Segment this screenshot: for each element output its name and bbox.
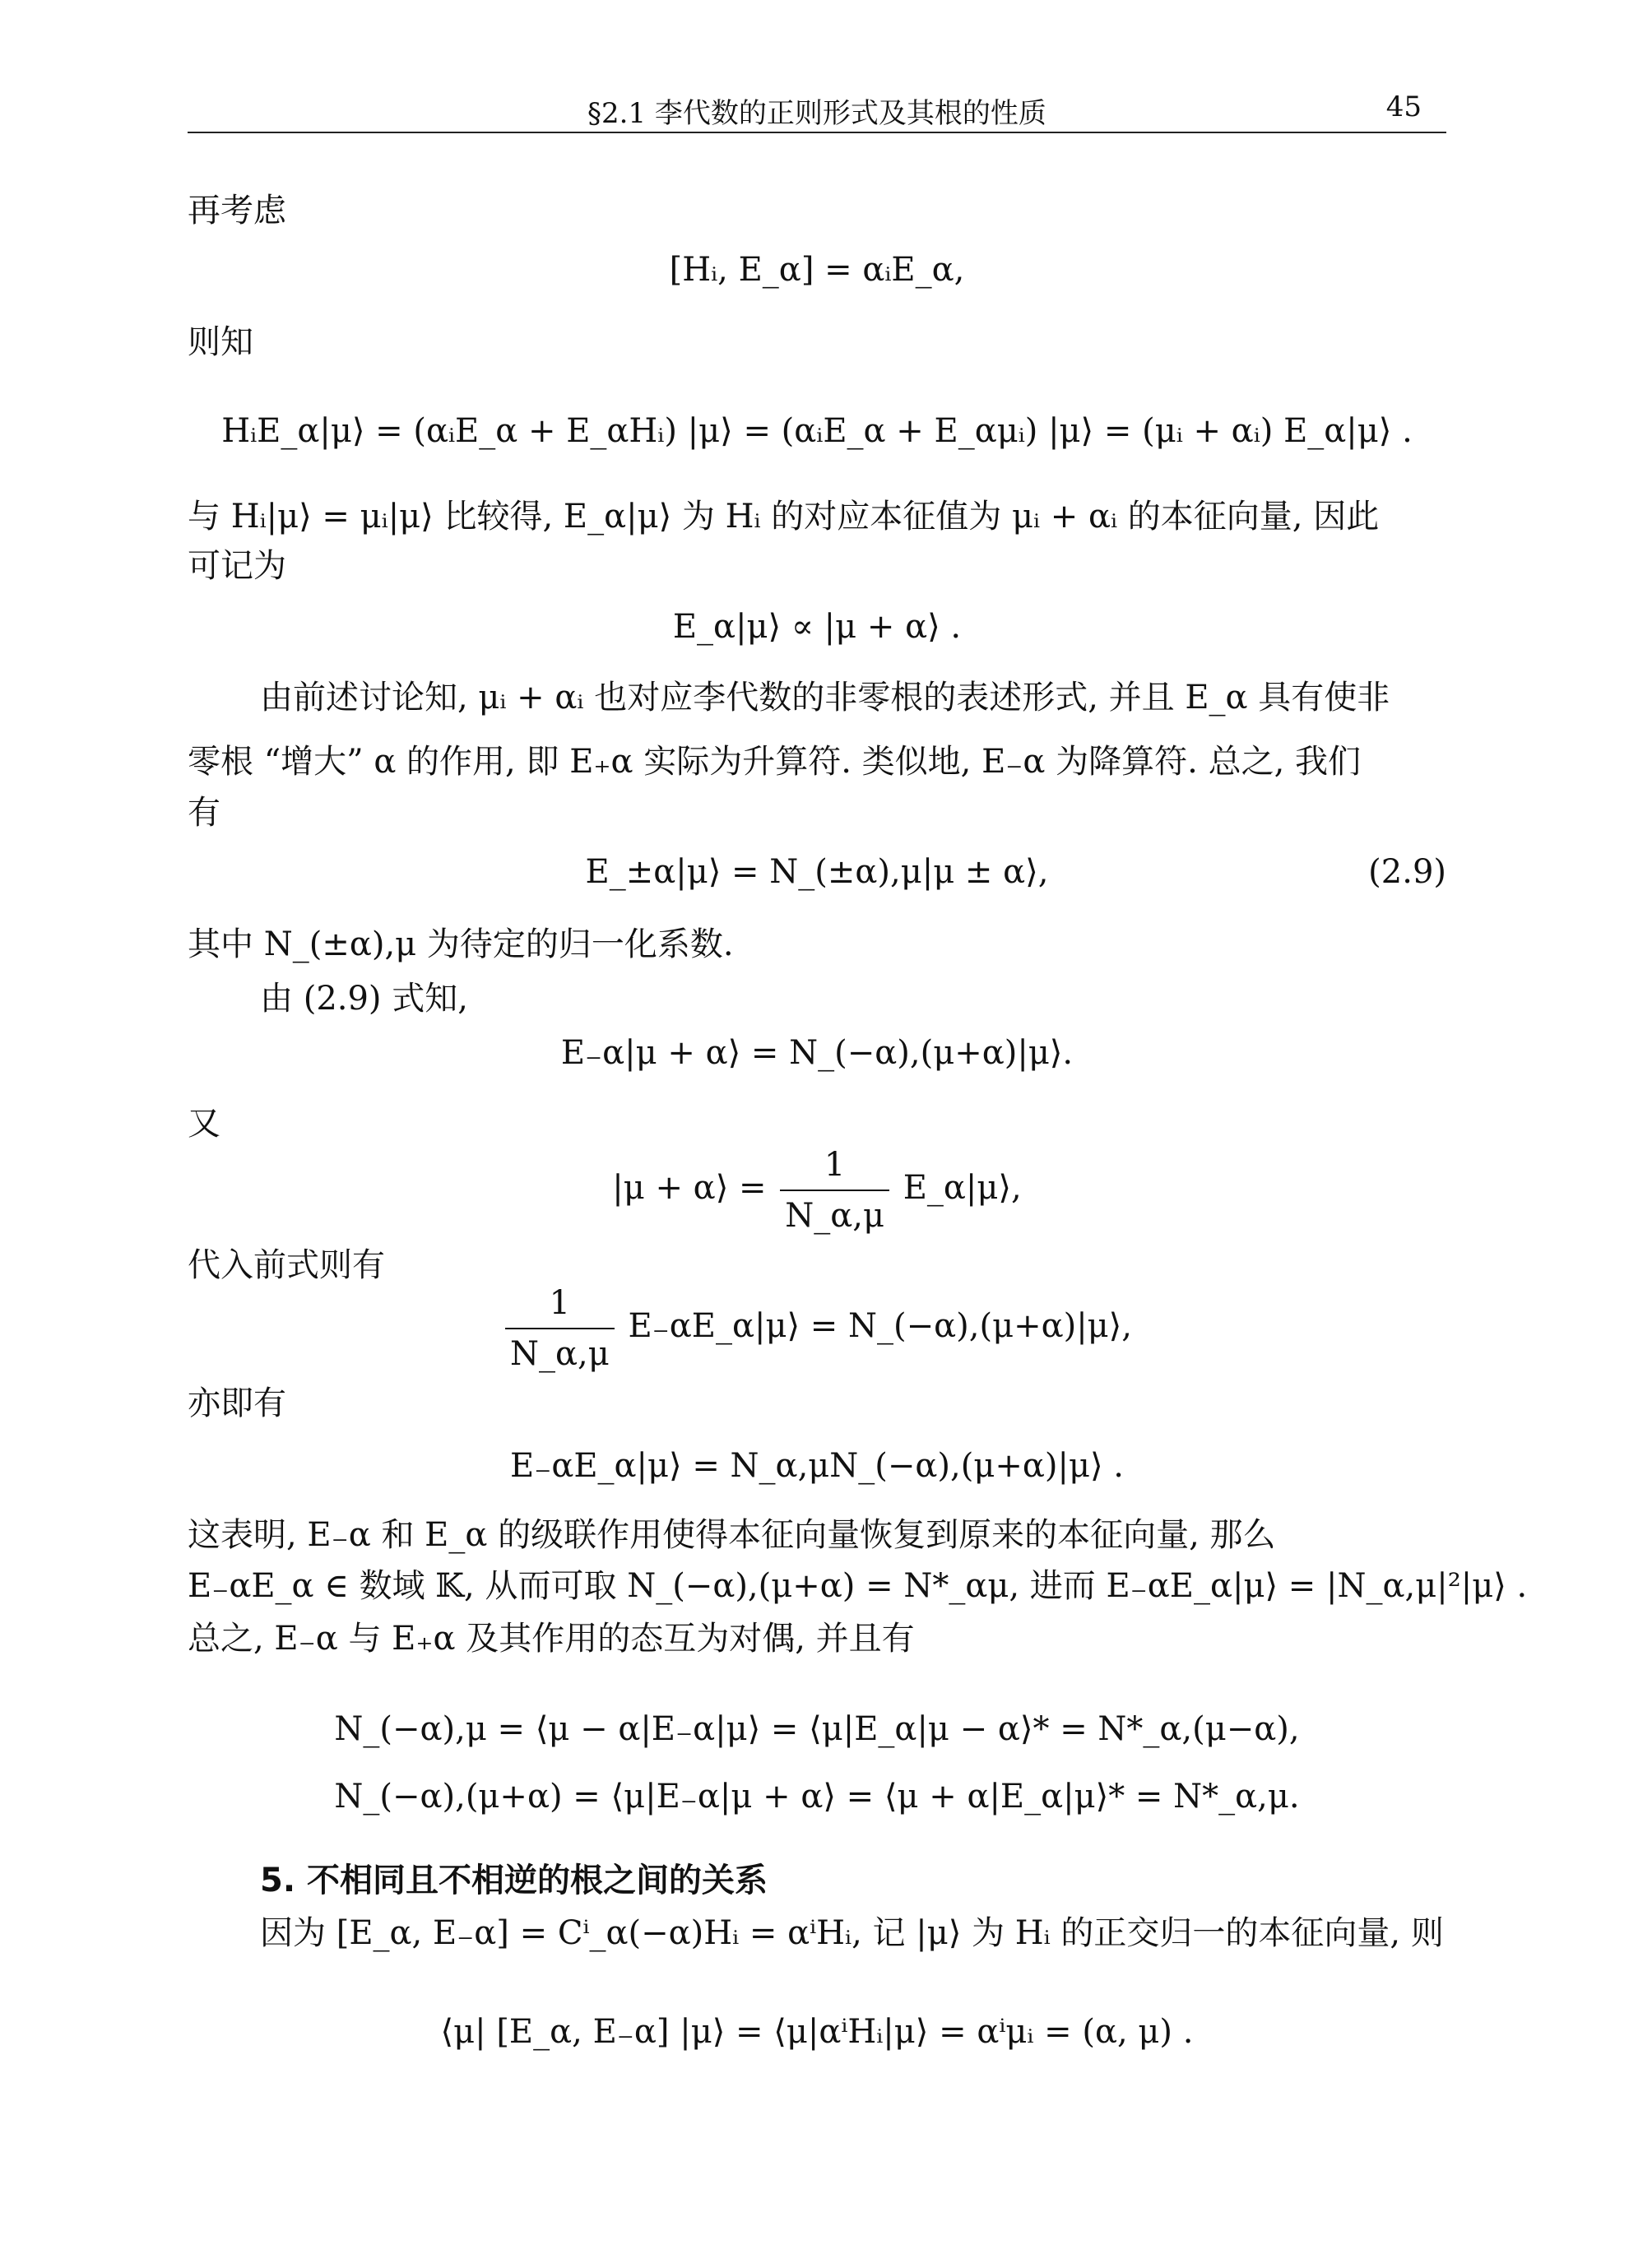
paragraph-4-line-1: 由前述讨论知, μᵢ + αᵢ 也对应李代数的非零根的表述形式, 并且 E_α 具有使非	[260, 679, 1390, 717]
equation-5: E₋α|μ + α⟩ = N_(−α),(μ+α)|μ⟩.	[560, 1034, 1074, 1072]
equation-9-line-1: N_(−α),μ = ⟨μ − α|E₋α|μ⟩ = ⟨μ|E_α|μ − α⟩* = N*_α,(μ−α),	[334, 1710, 1300, 1748]
paragraph-3-line-2: 可记为	[188, 547, 286, 585]
equation-6	[188, 1140, 1446, 1241]
equation-8: E₋αE_α|μ⟩ = N_α,μN_(−α),(μ+α)|μ⟩ .	[510, 1447, 1124, 1485]
page-number: 45	[1385, 90, 1422, 123]
equation-6-fraction	[780, 1140, 889, 1241]
equation-6-numerator: 1	[824, 1146, 846, 1184]
equation-4-body: E_±α|μ⟩ = N_(±α),μ|μ ± α⟩,	[585, 853, 1049, 891]
paragraph-10-line-3: 总之, E₋α 与 E₊α 及其作用的态互为对偶, 并且有	[188, 1620, 915, 1658]
equation-1: [Hᵢ, E_α] = αᵢE_α,	[669, 251, 965, 289]
paragraph-8: 代入前式则有	[188, 1246, 385, 1284]
running-head	[188, 90, 1446, 132]
paragraph-7: 又	[188, 1105, 220, 1143]
equation-7-right: E₋αE_α|μ⟩ = N_(−α),(μ+α)|μ⟩,	[628, 1307, 1132, 1345]
equation-4-number: (2.9)	[1368, 853, 1446, 891]
paragraph-4-line-2: 零根 “增大” α 的作用, 即 E₊α 实际为升算符. 类似地, E₋α 为降算符. 总之, 我们	[188, 743, 1361, 781]
equation-9-line-2: N_(−α),(μ+α) = ⟨μ|E₋α|μ + α⟩ = ⟨μ + α|E_α|μ⟩* = N*_α,μ.	[334, 1778, 1300, 1816]
equation-3: E_α|μ⟩ ∝ |μ + α⟩ .	[672, 608, 962, 646]
equation-7-fraction	[505, 1278, 615, 1379]
paragraph-10-line-1: 这表明, E₋α 和 E_α 的级联作用使得本征向量恢复到原来的本征向量, 那么	[188, 1516, 1276, 1554]
equation-4	[188, 849, 1446, 895]
paragraph-6: 由 (2.9) 式知,	[260, 980, 468, 1018]
equation-10: ⟨μ| [E_α, E₋α] |μ⟩ = ⟨μ|αⁱHᵢ|μ⟩ = αⁱμᵢ = (α, μ) .	[440, 2013, 1194, 2051]
equation-6-right: E_α|μ⟩,	[903, 1169, 1022, 1207]
equation-7-numerator: 1	[549, 1284, 571, 1322]
equation-6-denominator: N_α,μ	[780, 1190, 889, 1241]
section-heading: 5. 不相同且不相逆的根之间的关系	[260, 1862, 768, 1899]
paragraph-2: 则知	[188, 323, 253, 361]
paragraph-4-line-3: 有	[188, 794, 220, 832]
running-title: §2.1 李代数的正则形式及其根的性质	[587, 97, 1046, 130]
paragraph-3-line-1: 与 Hᵢ|μ⟩ = μᵢ|μ⟩ 比较得, E_α|μ⟩ 为 Hᵢ 的对应本征值为 μᵢ + αᵢ 的本征向量, 因此	[188, 498, 1380, 536]
paragraph-1: 再考虑	[188, 192, 286, 230]
header-rule	[188, 132, 1446, 133]
equation-6-left: |μ + α⟩ =	[612, 1169, 767, 1207]
paragraph-11: 因为 [E_α, E₋α] = Cⁱ_α(−α)Hᵢ = αⁱHᵢ, 记 |μ⟩ 为 Hᵢ 的正交归一的本征向量, 则	[260, 1914, 1444, 1952]
equation-2: HᵢE_α|μ⟩ = (αᵢE_α + E_αHᵢ) |μ⟩ = (αᵢE_α + E_αμᵢ) |μ⟩ = (μᵢ + αᵢ) E_α|μ⟩ .	[221, 412, 1413, 450]
paragraph-5: 其中 N_(±α),μ 为待定的归一化系数.	[188, 925, 734, 963]
equation-7-denominator: N_α,μ	[505, 1328, 615, 1379]
paragraph-9: 亦即有	[188, 1384, 286, 1422]
paragraph-10-line-2: E₋αE_α ∈ 数域 𝕂, 从而可取 N_(−α),(μ+α) = N*_αμ, 进而 E₋αE_α|μ⟩ = |N_α,μ|²|μ⟩ .	[188, 1567, 1528, 1605]
equation-7	[188, 1278, 1446, 1379]
